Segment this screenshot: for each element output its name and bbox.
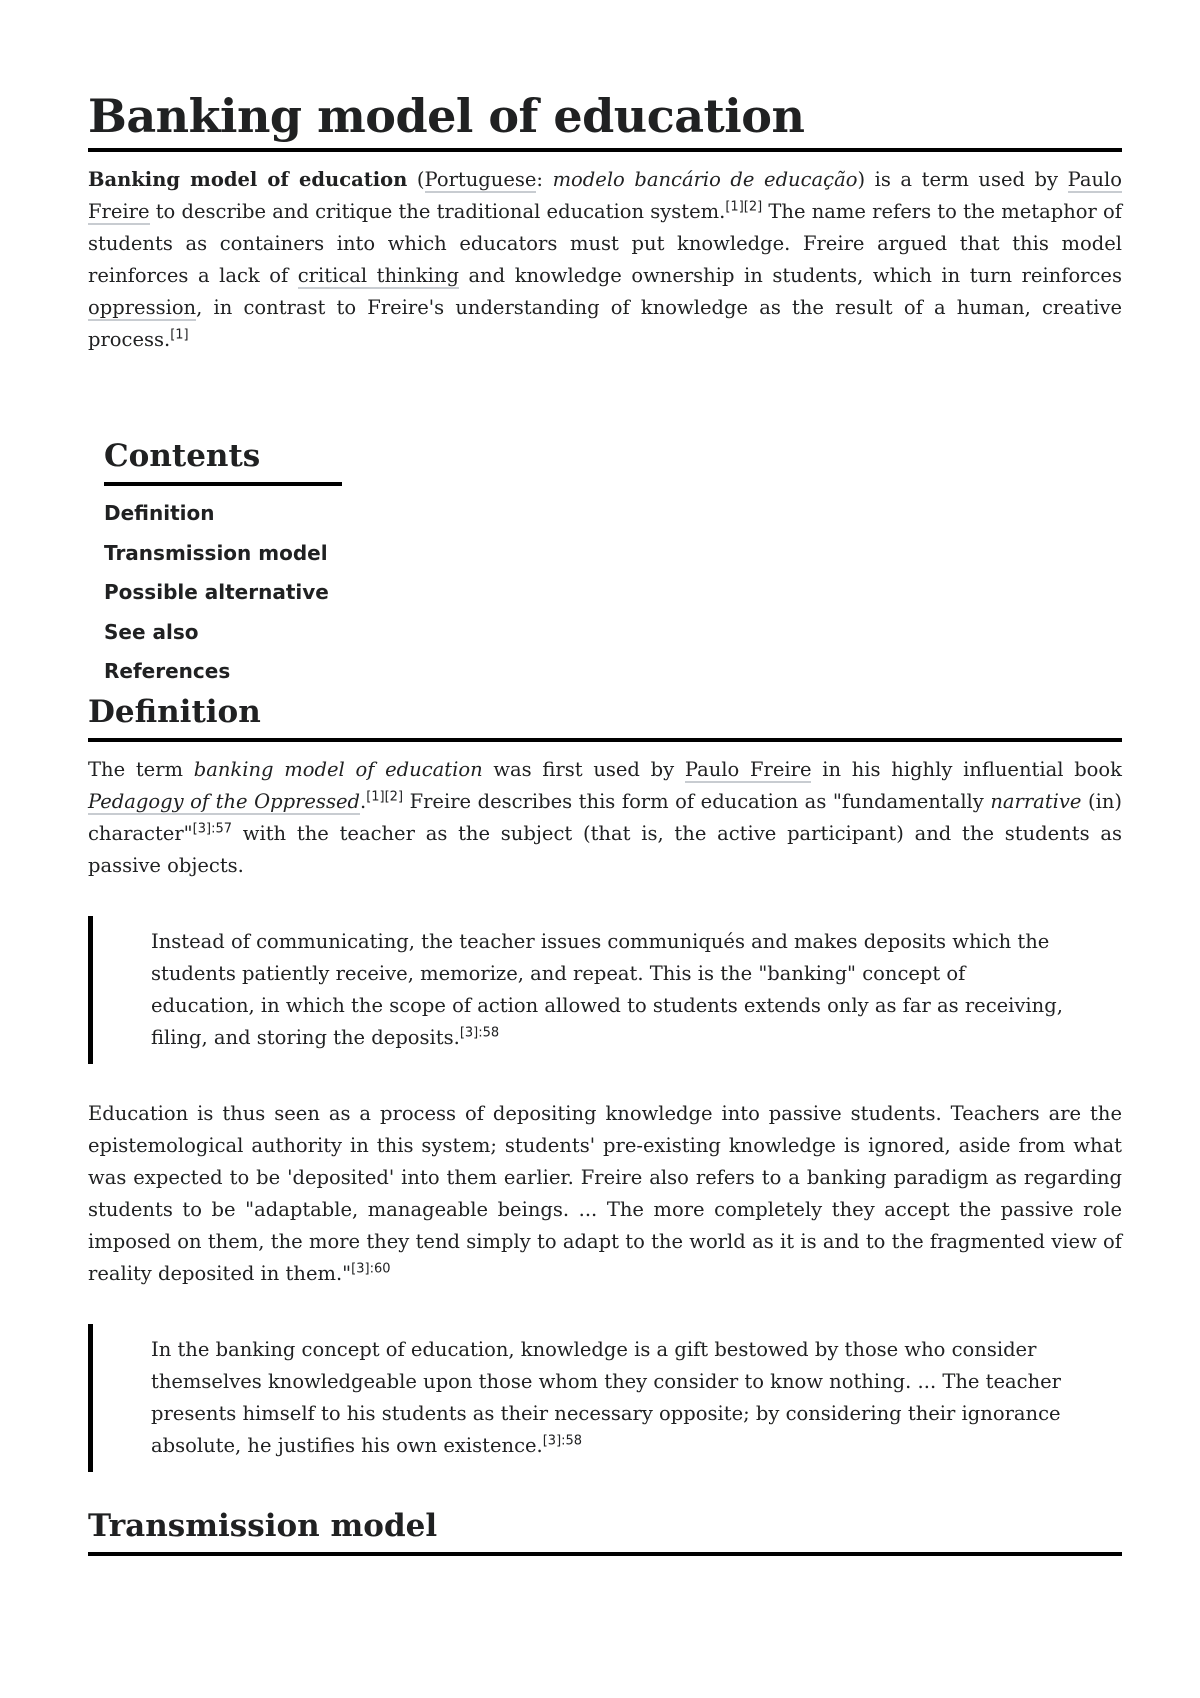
ref-link[interactable]: [3]:58 [459,1025,500,1040]
toc-item-see-also[interactable]: See also [104,619,199,644]
body-text: . [359,789,367,813]
lead-text: ( [407,168,425,191]
lead-text: and knowledge ownership in students, which in turn reinforces [458,264,1122,287]
page-title: Banking model of education [88,88,1122,152]
ref-link[interactable]: [2] [743,199,763,215]
toc-item-references[interactable]: References [104,659,231,683]
toc-item-definition[interactable]: Definition [104,501,215,525]
ref-link[interactable]: [3]:57 [192,821,232,836]
link-paulo-freire[interactable]: Paulo Freire [684,757,812,781]
ref-link[interactable]: [3]:60 [351,1261,391,1276]
body-text: Education is thus seen as a process of depositing knowledge into passive students. Teachers are the epistemological authority in this system; students' pre-existing knowledge is ignored, aside from what was expected to be 'deposited' into them earlier. Freire also refers to a banking paradigm as regarding students to be "adaptable, manageable beings. ... The more completely they accept the passive role imposed on them, the more they tend simply to adapt to the world as it is and to the fragmented view of reality deposited in them." [88,1101,1122,1285]
body-text: The term [88,757,194,781]
toc-item-transmission-model[interactable]: Transmission model [104,540,328,565]
section-heading-transmission-model: Transmission model [88,1506,1122,1556]
link-paulo-freire[interactable]: Paulo Freire [88,168,1123,223]
ref-link[interactable]: [1] [366,789,385,804]
article [88,0,1122,1556]
lead-text: ) is a term used by [857,168,1068,191]
blockquote-1-text [151,926,1064,1054]
ref-link[interactable]: [1] [725,199,744,215]
link-pedagogy-of-the-oppressed[interactable] [88,790,360,815]
body-text: Freire describes this form of education as "fundamentally [403,789,991,813]
lead-text: The name refers to the metaphor of students as containers into which educators must put knowledge. Freire argued that this model reinforces a lack of [88,200,1122,287]
link-critical-thinking[interactable]: critical thinking [297,264,459,287]
lead-native-term: modelo bancário de educação [552,168,858,191]
lead-bold-term: Banking model of education [88,168,408,191]
definition-paragraph-2 [88,1098,1122,1290]
quote-text: Instead of communicating, the teacher issues communiqués and makes deposits which the students patiently receive, memorize, and repeat. This is the "banking" concept of education, in which the scope of action allowed to students extends only as far as receiving, filing, and storing the deposits. [151,929,1063,1049]
italic-term: banking model of education [193,757,483,781]
book-title: Pedagogy of the Oppressed [88,789,360,813]
ref-link[interactable]: [2] [384,789,404,804]
italic-term: narrative [990,789,1082,813]
body-text: (in) character" [88,789,1123,845]
lead-paragraph [88,164,1122,356]
table-of-contents [104,436,342,692]
quote-text: In the banking concept of education, knowledge is a gift bestowed by those who consider themselves knowledgeable upon those whom they consider to know nothing. ... The teacher presents himself to his students as their necessary opposite; by considering their ignorance absolute, he justifies his own existence. [151,1337,1061,1457]
lead-text: : [536,168,553,191]
blockquote-1 [88,916,1122,1064]
definition-paragraph-1 [88,754,1122,882]
body-text: with the teacher as the subject (that is, the active participant) and the students as passive objects. [88,821,1122,877]
ref-link[interactable]: [3]:58 [542,1433,583,1448]
lead-text: , in contrast to Freire's understanding of knowledge as the result of a human, creative process. [88,296,1122,351]
link-oppression[interactable]: oppression [88,296,197,319]
toc-title: Contents [104,436,342,486]
link-portuguese[interactable]: Portuguese [424,168,537,191]
body-text: was first used by [482,757,685,781]
body-text: in his highly influential book [811,757,1122,781]
toc-item-possible-alternative[interactable]: Possible alternative [104,580,329,604]
ref-link[interactable]: [1] [170,327,189,343]
lead-text: to describe and critique the traditional education system. [149,200,726,223]
blockquote-2-text [151,1334,1064,1462]
toc-list [104,494,342,692]
section-heading-definition: Definition [88,692,1122,742]
blockquote-2 [88,1324,1122,1472]
